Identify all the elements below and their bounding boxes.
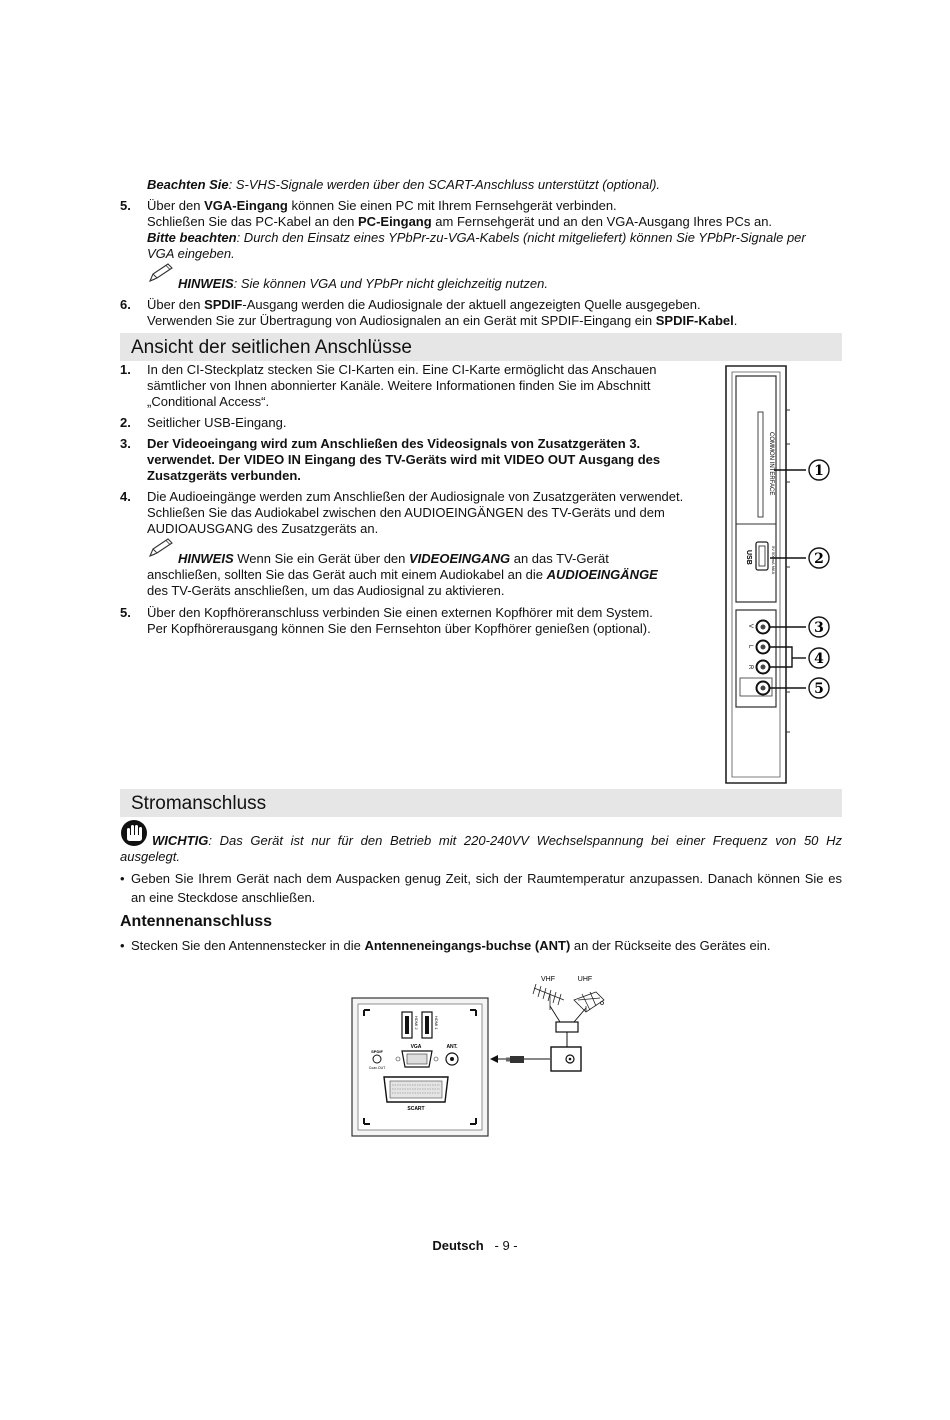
side-item1-line1: In den CI-Steckplatz stecken Sie CI-Karten ein. Eine CI-Karte ermöglicht das Anschauen <box>147 362 657 377</box>
wichtig-line2: ausgelegt. <box>120 849 180 864</box>
item-number: 4. <box>120 489 131 504</box>
item5-line3: Bitte beachten: Durch den Einsatz eines YPbPr-zu-VGA-Kabels (nicht mitgeliefert) können Sie YPbPr-Signale per <box>147 230 806 245</box>
side-item4-line1: Die Audioeingänge werden zum Anschließen der Audiosignale von Zusatzgeräten verwendet. <box>147 489 684 504</box>
hdmi2-label: HDMI 2 <box>414 1016 419 1030</box>
section-heading-side: Ansicht der seitlichen Anschlüsse <box>120 333 842 361</box>
side-item4-line3: AUDIOAUSGANG des Zusatzgeräts an. <box>147 521 379 536</box>
usb-label: USB <box>745 550 752 565</box>
callout-2 <box>809 548 829 568</box>
power-bullet-line2: an eine Steckdose anschließen. <box>131 890 316 905</box>
uhf-label: UHF <box>577 976 593 983</box>
svg-text:3: 3 <box>814 620 824 636</box>
callout-5 <box>809 678 829 698</box>
callout-4 <box>809 648 829 668</box>
side-hinweis-line3: des TV-Geräts anschließen, um das Audiosignal zu aktivieren. <box>147 583 505 598</box>
item5-line4: VGA eingeben. <box>147 246 235 261</box>
jack-label-r: R <box>747 665 753 670</box>
uhf-antenna-icon <box>574 992 604 1012</box>
svg-text:4: 4 <box>814 651 824 667</box>
antenna-bullet-line: Stecken Sie den Antennenstecker in die Antenneneingangs-buchse (ANT) an der Rückseite des Gerätes ein. <box>131 938 771 953</box>
item5-line1: Über den VGA-Eingang können Sie einen PC mit Ihrem Fernsehgerät verbinden. <box>147 198 617 213</box>
svg-text:2: 2 <box>814 551 824 567</box>
side-item3-line1: Der Videoeingang wird zum Anschließen des Videosignals von Zusatzgeräten 3. <box>147 436 641 451</box>
item6-line2: Verwenden Sie zur Übertragung von Audiosignalen an ein Gerät mit SPDIF-Eingang ein SPDIF-Kabel. <box>147 313 738 328</box>
power-bullet-line1: Geben Sie Ihrem Gerät nach dem Auspacken genug Zeit, sich der Raumtemperatur anzupassen. Danach können Sie es <box>131 871 842 886</box>
vhf-antenna-icon <box>533 984 564 1010</box>
side-item5-line1: Über den Kopfhöreranschluss verbinden Sie einen externen Kopfhörer mit dem System. <box>147 605 653 620</box>
item6-line1: Über den SPDIF-Ausgang werden die Audiosignale der aktuell angezeigten Quelle ausgegeben. <box>147 297 701 312</box>
item-number: 6. <box>120 297 131 312</box>
jack-label-l: L <box>747 645 753 649</box>
scart-label: SCART <box>407 1106 425 1112</box>
vhf-label: VHF <box>541 976 555 983</box>
usb-sub-label: 5V 500mA MAX <box>771 546 776 575</box>
item5-line2: Schließen Sie das PC-Kabel an den PC-Eingang am Fernsehgerät und an den VGA-Ausgang Ihres PCs an. <box>147 214 773 229</box>
side-item2-line1: Seitlicher USB-Eingang. <box>147 415 287 430</box>
side-hinweis-line1: HINWEIS Wenn Sie ein Gerät über den VIDEOEINGANG an das TV-Gerät <box>178 551 609 566</box>
hinweis-line: HINWEIS: Sie können VGA und YPbPr nicht gleichzeitig nutzen. <box>178 276 548 291</box>
pencil-icon <box>147 262 175 284</box>
side-panel-illustration <box>722 362 842 791</box>
item-number: 1. <box>120 362 131 377</box>
callout-1 <box>809 460 829 480</box>
item-number: 3. <box>120 436 131 451</box>
vga-label: VGA <box>410 1044 422 1050</box>
side-hinweis-line2: anschließen, sollten Sie das Gerät auch mit einem Audiokabel an die AUDIOEINGÄNGE <box>147 567 658 582</box>
side-item4-line2: Schließen Sie das Audiokabel zwischen den AUDIOEINGÄNGEN des TV-Geräts und dem <box>147 505 665 520</box>
item-number: 2. <box>120 415 131 430</box>
ci-label: COMMON INTERFACE <box>768 432 774 496</box>
coax-label: Coax.OUT <box>368 1066 386 1070</box>
callout-3 <box>809 617 829 637</box>
jack-label-v: V <box>747 624 753 629</box>
svg-text:1: 1 <box>814 463 824 479</box>
svg-text:5: 5 <box>814 681 824 697</box>
pencil-icon <box>147 537 175 559</box>
ant-label: ANT. <box>446 1044 458 1050</box>
side-item1-line2: sämtlicher von Ihnen abonnierter Kanäle. Weitere Informationen finden Sie im Abschnitt <box>147 378 651 393</box>
hdmi1-label: HDMI 1 <box>434 1016 439 1030</box>
bullet-icon: • <box>120 938 125 953</box>
bullet-icon: • <box>120 871 125 886</box>
warning-hand-icon <box>120 819 148 847</box>
side-item1-line3: „Conditional Access“. <box>147 394 270 409</box>
section-heading-antenna: Antennenanschluss <box>120 913 273 930</box>
side-item3-line2: verwendet. Der VIDEO IN Eingang des TV-Geräts wird mit VIDEO OUT Ausgang des <box>147 452 661 467</box>
item-number: 5. <box>120 198 131 213</box>
antenna-diagram <box>350 970 620 1144</box>
item-number: 5. <box>120 605 131 620</box>
spdif-label: SPDIF <box>371 1049 383 1054</box>
section-heading-power: Stromanschluss <box>120 789 842 817</box>
wichtig-line1: WICHTIG: Das Gerät ist nur für den Betrieb mit 220-240VV Wechselspannung bei einer Frequenz von 50 Hz <box>152 833 842 848</box>
side-item3-line3: Zusatzgeräts verbunden. <box>147 468 301 483</box>
note-line: Beachten Sie: S-VHS-Signale werden über den SCART-Anschluss unterstützt (optional). <box>147 177 661 192</box>
page-footer: Deutsch - 9 - <box>432 1238 518 1253</box>
side-item5-line2: Per Kopfhörerausgang können Sie den Fernsehton über Kopfhörer genießen (optional). <box>147 621 651 636</box>
